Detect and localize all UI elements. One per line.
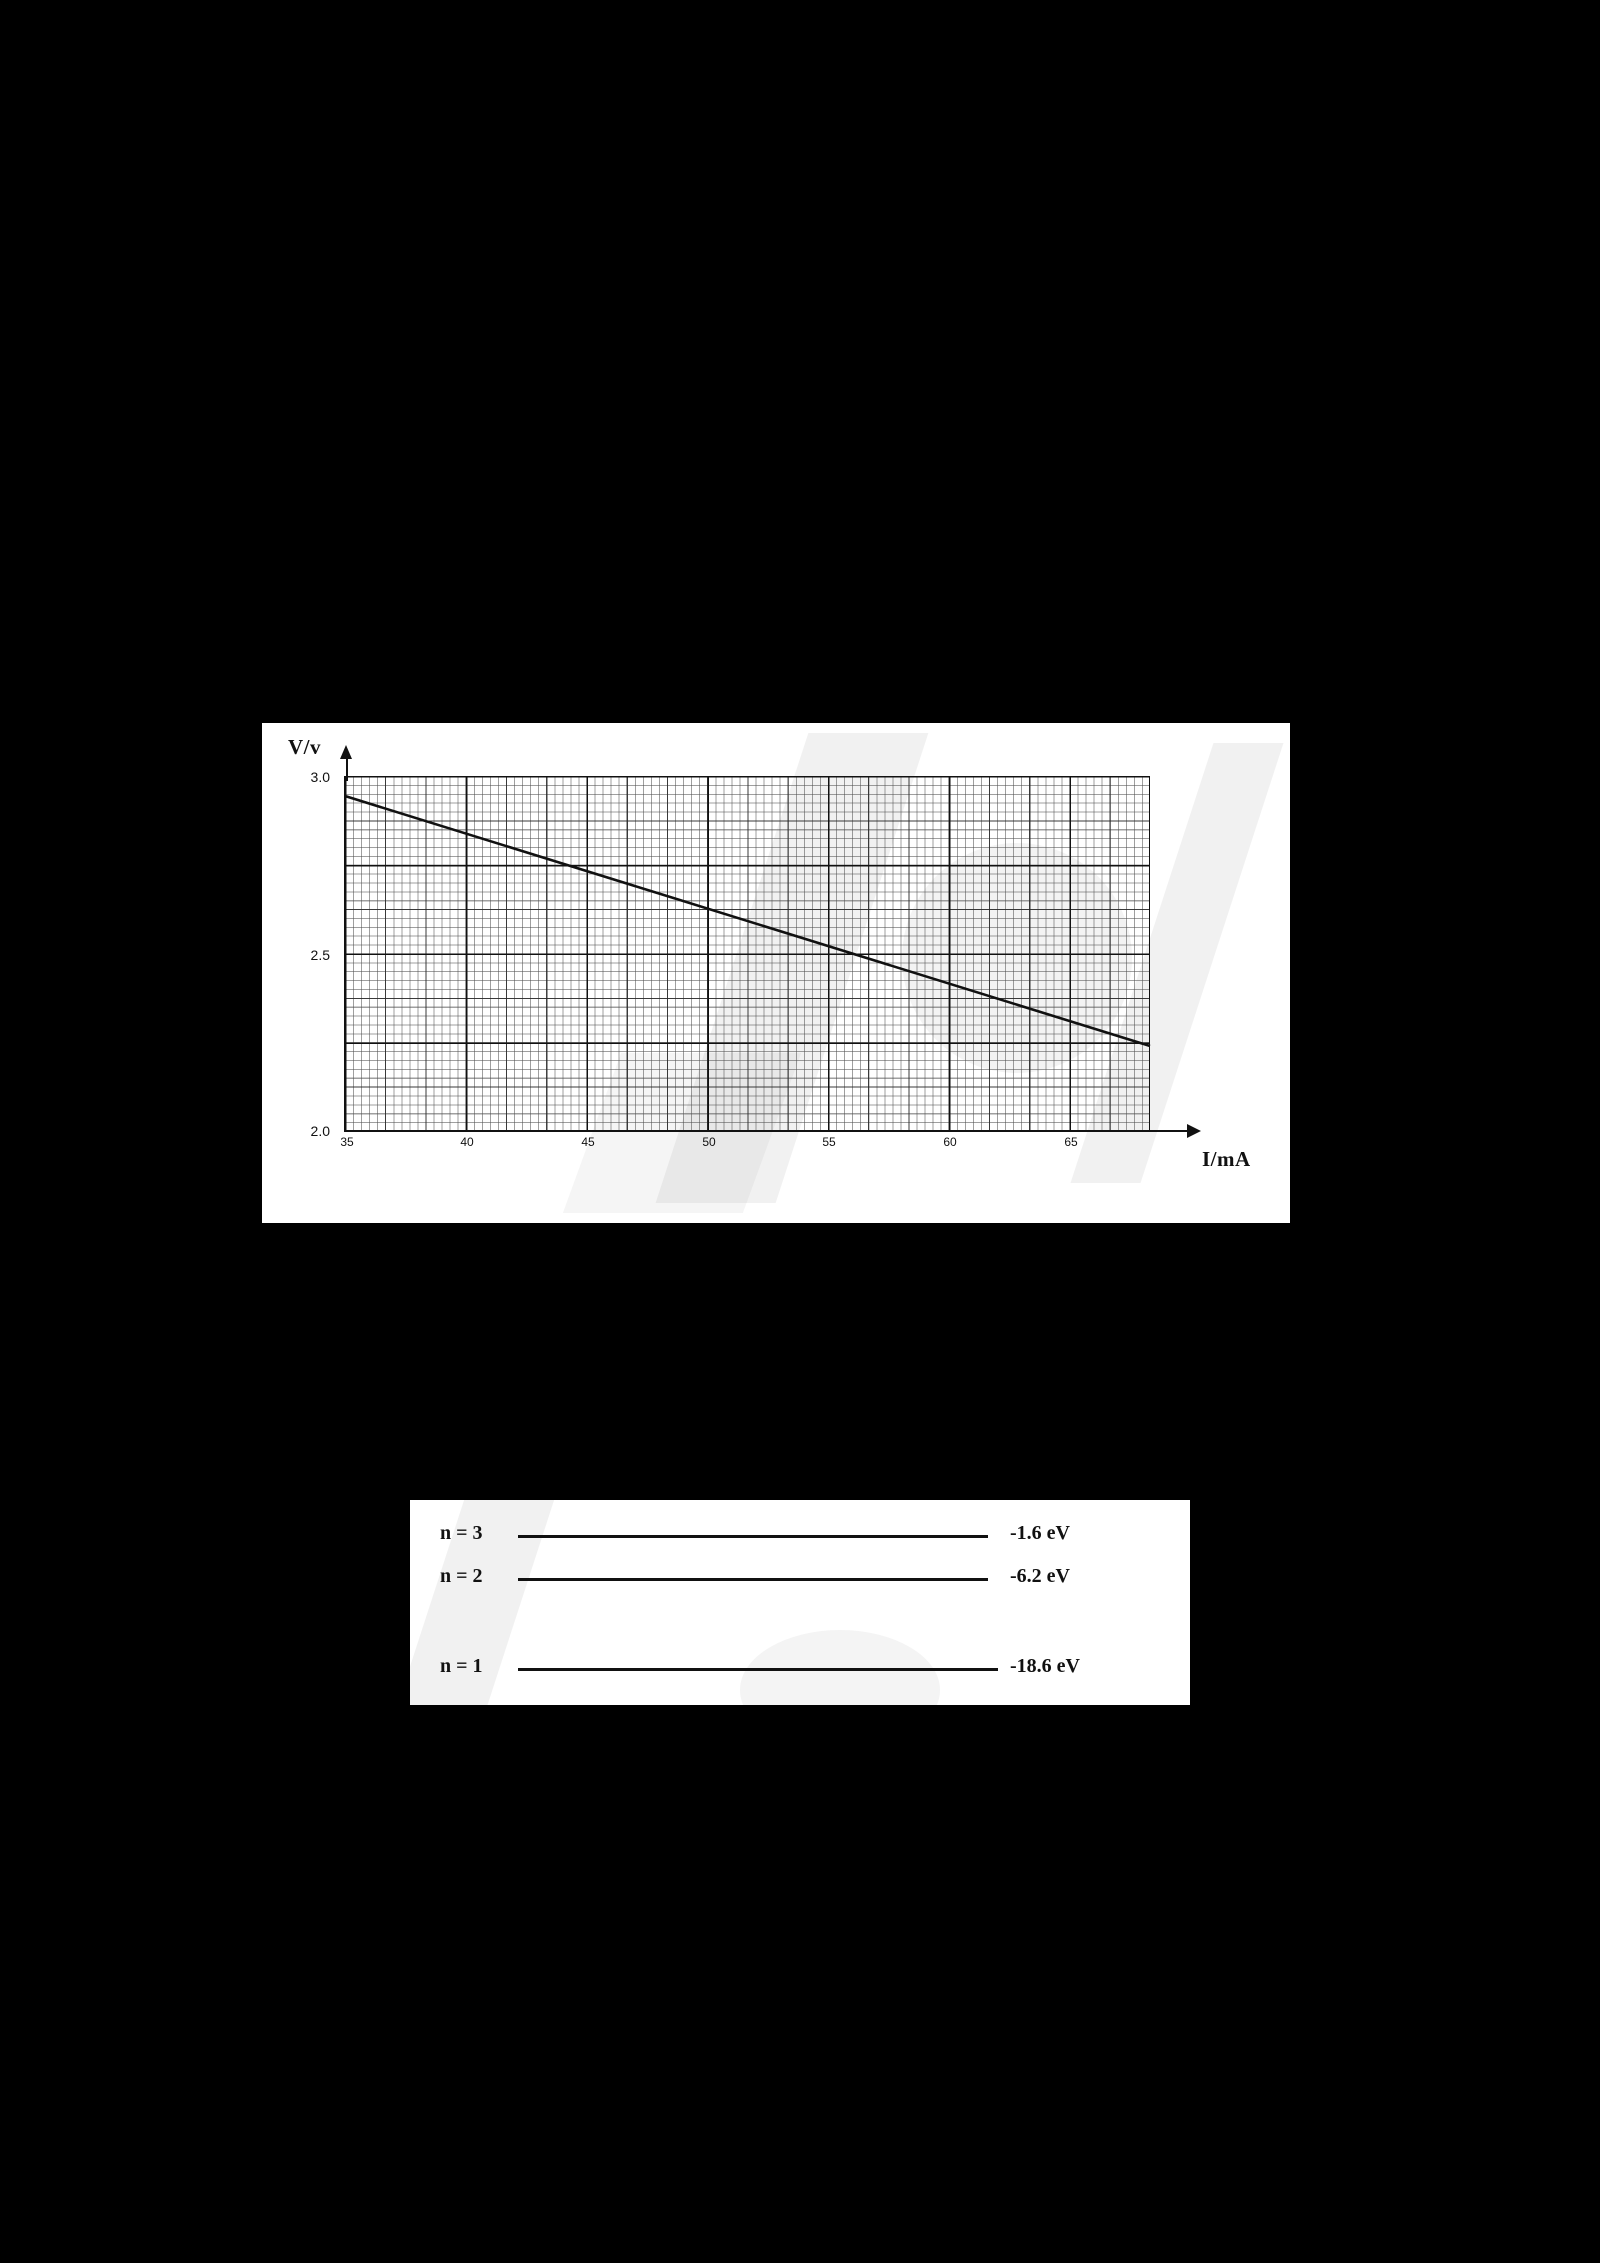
y-tick-label-2-0: 2.0 <box>310 1123 330 1139</box>
energy-level-value: -18.6 eV <box>1010 1655 1080 1677</box>
x-axis-title: I/mA <box>1202 1147 1251 1171</box>
x-tick-label-60: 60 <box>943 1135 957 1149</box>
data-series-line <box>345 776 1150 1131</box>
energy-level-name: n = 3 <box>440 1522 483 1544</box>
y-axis-arrow-icon <box>340 745 352 759</box>
x-tick-label-40: 40 <box>460 1135 474 1149</box>
x-tick-label-35: 35 <box>340 1135 354 1149</box>
y-tick-label-3-0: 3.0 <box>310 769 330 785</box>
energy-level-line <box>518 1535 988 1538</box>
x-tick-label-55: 55 <box>822 1135 836 1149</box>
x-tick-label-50: 50 <box>702 1135 716 1149</box>
y-tick-label-2-5: 2.5 <box>310 947 330 963</box>
energy-level-value: -6.2 eV <box>1010 1565 1070 1587</box>
graph-plot-area <box>344 776 1150 1131</box>
energy-level-row <box>410 1655 1190 1679</box>
energy-level-row <box>410 1565 1190 1589</box>
x-tick-label-65: 65 <box>1064 1135 1078 1149</box>
energy-level-value: -1.6 eV <box>1010 1522 1070 1544</box>
energy-level-diagram-figure <box>410 1500 1190 1705</box>
voltage-current-graph-figure <box>262 723 1290 1223</box>
energy-level-line <box>518 1578 988 1581</box>
y-axis-title: V/v <box>288 735 321 759</box>
energy-level-name: n = 2 <box>440 1565 483 1587</box>
x-axis-arrow-icon <box>1187 1124 1201 1138</box>
energy-level-line <box>518 1668 998 1671</box>
energy-level-row <box>410 1522 1190 1546</box>
x-tick-label-45: 45 <box>581 1135 595 1149</box>
energy-level-name: n = 1 <box>440 1655 483 1677</box>
